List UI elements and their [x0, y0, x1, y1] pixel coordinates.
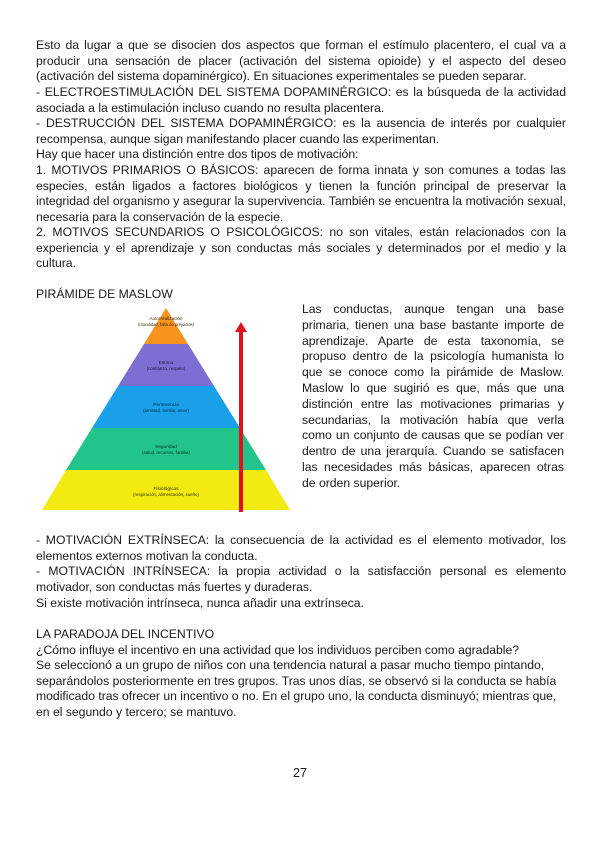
- motivacion-intrinseca-text: - MOTIVACIÓN INTRÍNSECA: la propia actividad o la satisfacción personal es elemento motivador, son conductas más fuertes y duraderas.: [36, 564, 566, 594]
- motivacion-extrinseca-text: - MOTIVACIÓN EXTRÍNSECA: la consecuencia de la actividad es el elemento motivador, los elementos externos motivan la conducta.: [36, 533, 566, 563]
- level-subtitle: (salud, recursos, familia): [142, 450, 190, 455]
- level-subtitle: (amistad, familia, amor): [143, 408, 189, 413]
- distincion-text: Hay que hacer una distinción entre dos tipos de motivación:: [36, 147, 359, 161]
- motivacion-nota: Si existe motivación intrínseca, nunca añadir una extrínseca.: [36, 596, 364, 610]
- level-title: Estima: [158, 361, 174, 366]
- destruccion-text: - DESTRUCCIÓN DEL SISTEMA DOPAMINÉRGICO: es la ausencia de interés por cualquier recompensa, aunque sigan manifestando placer cuando las experimentan.: [36, 116, 566, 146]
- maslow-pyramid: [38, 304, 294, 512]
- maslow-description: Las conductas, aunque tengan una base primaria, tienen una base bastante importe de aprendizaje. Aparte de esta taxonomía, se propuso dentro de la psicología humanista lo que se conoce como la pirámide de Maslow. Maslow lo que sugirió es que, más que una distinción entre las motivaciones primarias y secundarias, la motivación había que verla como un conjunto de causas que se podían ver dentro de una jerarquía. Cuando se satisfacen las necesidades más básicas, aparecen otras de orden superior.: [302, 302, 564, 490]
- maslow-heading: PIRÁMIDE DE MASLOW: [36, 287, 173, 301]
- level-title: Seguridad: [155, 445, 177, 450]
- level-title: Pertenencia: [153, 403, 179, 408]
- intro-paragraph: Esto da lugar a que se disocien dos aspectos que forman el estímulo placentero, el cual va a producir una sensación de placer (activación del sistema opioide) y el aspecto del deseo (activación del sistema dopaminérgico). En situaciones experimentales se pueden separar.: [36, 38, 566, 84]
- paradoja-heading: LA PARADOJA DEL INCENTIVO: [36, 627, 215, 641]
- electroestimulacion-text: - ELECTROESTIMULACIÓN DEL SISTEMA DOPAMINÉRGICO: es la búsqueda de la actividad asociada a la estimulación incluso cuando no resulta placentera.: [36, 85, 566, 115]
- level-subtitle: (confianza, respeto): [146, 366, 186, 371]
- level-title: Fisiológicas: [153, 487, 179, 492]
- motivos-secundarios-text: 2. MOTIVOS SECUNDARIOS O PSICOLÓGICOS: no son vitales, están relacionados con la experiencia y el aprendizaje y son conductas más sociales y determinados por el medio y la cultura.: [36, 225, 566, 271]
- motivos-primarios-text: 1. MOTIVOS PRIMARIOS O BÁSICOS: aparecen de forma innata y son comunes a todas las especies, están ligados a factores biológicos y tienen la función principal de preservar la integridad del organismo y asegurar la supervivencia. También se encuentra la motivación sexual, necesaria para la conservación de la especie.: [36, 163, 566, 224]
- level-title: Autorrealización: [149, 316, 183, 321]
- level-subtitle: (moralidad, falta de prejuicios): [137, 322, 195, 327]
- paradoja-pregunta: ¿Cómo influye el incentivo en una actividad que los individuos perciben como agradable?: [36, 643, 520, 657]
- level-subtitle: (respiración, alimentación, sueño): [133, 492, 199, 497]
- page-number: 27: [293, 766, 307, 780]
- paradoja-texto: Se seleccionó a un grupo de niños con una tendencia natural a pasar mucho tiempo pintando, separándolos posteriormente en tres grupos. Tras unos días, se observó si la conducta se había modificado tras ofrecer un incentivo o no. En el grupo uno, la conducta disminuyó; mientras que, en el segundo y tercero; se mantuvo.: [36, 658, 557, 719]
